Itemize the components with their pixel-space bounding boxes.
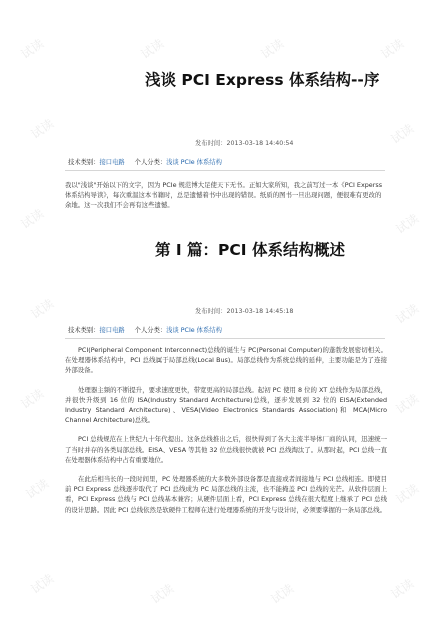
- body-paragraph: PCI(Peripheral Component Interconnect)总线的诞生与 PC(Personal Computer)的蓬勃发展密切相关。在处理器体系结构中，PCI 总线属于局部总线(Local Bus)。局部总线作为系统总线的延伸，主要功能是为了连接外部设备。: [65, 346, 387, 375]
- tech-category-label: 技术类别：: [68, 327, 100, 334]
- personal-category-label: 个人分类：: [134, 327, 167, 334]
- watermark: 试读: [388, 121, 417, 147]
- watermark: 试读: [393, 481, 422, 507]
- watermark: 试读: [138, 36, 167, 62]
- watermark: 试读: [28, 571, 57, 597]
- divider: [65, 338, 385, 339]
- watermark: 试读: [258, 36, 287, 62]
- watermark: 试读: [393, 391, 422, 417]
- divider: [65, 170, 385, 171]
- chapter-title: 第 I 篇：PCI 体系结构概述: [155, 241, 345, 259]
- watermark: 试读: [393, 211, 422, 237]
- watermark: 试读: [23, 476, 52, 502]
- watermark: 试读: [148, 581, 177, 607]
- watermark: 试读: [388, 576, 417, 602]
- article-title: 浅谈 PCI Express 体系结构--序: [145, 71, 380, 89]
- watermark: 试读: [28, 296, 57, 322]
- watermark: 试读: [18, 386, 47, 412]
- intro-paragraph: 我以"浅谈"开始以下的文字，因为 PCIe 规范博大足使天下无书。正如大家所知，我之前写过一本《PCI Experss 体系结构导读》，每次重温这本书籍时，总是遗憾着书中出现的错误。纸质的图书一旦出现问题，便很难有更改的余地。这一次我们不会再有这些遗憾。: [65, 181, 383, 210]
- personal-category-link[interactable]: 浅谈 PCIe 体系结构: [166, 159, 222, 166]
- body-paragraph: 处理器主频的不断提升，要求速度更快，带宽更高的局部总线。起初 PC 使用 8 位的 XT 总线作为局部总线，并很快升级到 16 位的 ISA(Industry Standard Architecture)总线，逐步发展到 32 位的 EISA(Extended Industry Standard Architecture)、VESA(Video Electronics Standards Association)和 MCA(Micro Channel Architecture)总线。: [65, 385, 387, 425]
- watermark: 试读: [268, 581, 297, 607]
- watermark: 试读: [28, 116, 57, 142]
- watermark: 试读: [18, 36, 47, 62]
- article-meta: [68, 325, 222, 334]
- watermark: 试读: [393, 301, 422, 327]
- tech-category-label: 技术类别：: [68, 159, 100, 166]
- personal-category-link[interactable]: 浅谈 PCIe 体系结构: [166, 327, 222, 334]
- body-paragraph: 在此后相当长的一段时间里，PC 处理器系统的大多数外部设备都是直接或者间接地与 PCI 总线相连。即使目前 PCI Express 总线逐步取代了 PCI 总线成为 PC 局部总线的主流，也不能掩盖 PCI 总线的光芒。从软件层面上看，PCI Express 总线与 PCI 总线基本兼容；从硬件层面上看，PCI Express 总线在很大程度上继承了 PCI 总线的设计思路。因此 PCI 总线依然是软硬件工程师在进行处理器系统的开发与设计时，必须要掌握的一条局部总线。: [65, 475, 387, 514]
- post-time: 发布时间：2013-03-18 14:45:18: [195, 308, 294, 315]
- article-body: [65, 345, 387, 524]
- body-paragraph: PCI 总线规范在上世纪九十年代提出。这条总线推出之后，很快得到了各大主流半导体厂商的认同，迅速统一了当时并存的各类局部总线。EISA、VESA 等其他 32 位总线很快就被 PCI 总线淘汰了。从那时起，PCI 总线一直在处理器体系结构中占有重要地位。: [65, 435, 387, 464]
- watermark: 试读: [378, 36, 407, 62]
- article-meta: [68, 157, 222, 166]
- personal-category-label: 个人分类：: [134, 159, 167, 166]
- tech-category-link[interactable]: 接口电路: [99, 159, 125, 166]
- watermark: 试读: [18, 206, 47, 232]
- tech-category-link[interactable]: 接口电路: [99, 327, 125, 334]
- post-time: 发布时间：2013-03-18 14:40:54: [195, 140, 294, 147]
